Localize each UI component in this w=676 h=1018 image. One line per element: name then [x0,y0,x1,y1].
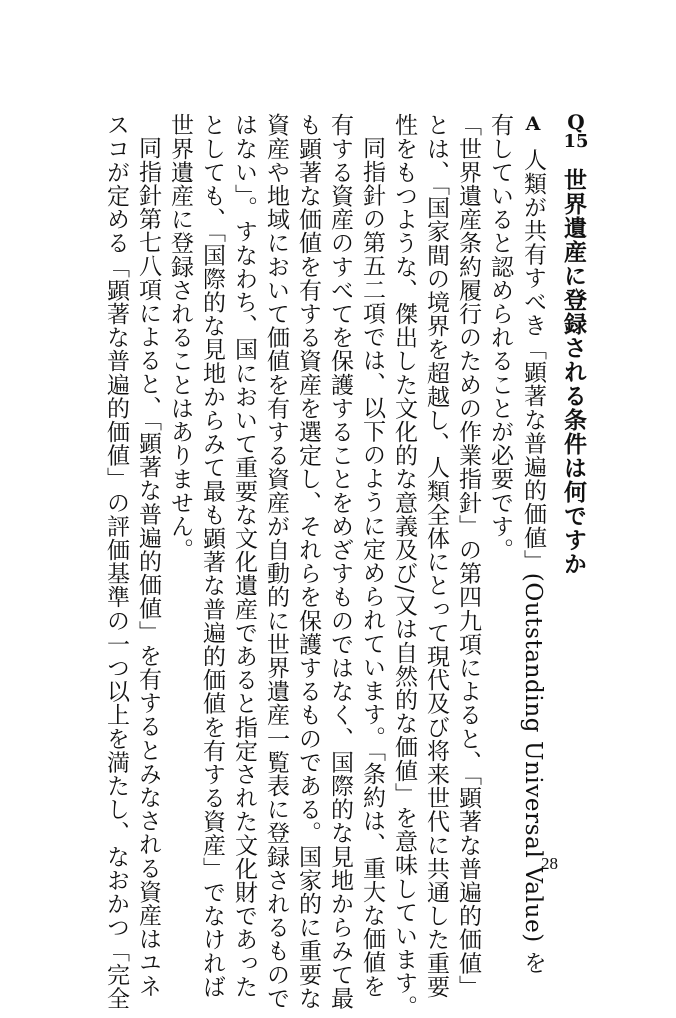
answer-line-10: はない」。すなわち、国において重要な文化遺産であると指定された文化財であった [231,113,257,999]
answer-line-3: 「世界遺産条約履行のための作業指針」の第四九項によると、「顕著な普遍的価値」 [455,113,481,999]
answer-line-7: 有する資産のすべてを保護することをめざすものではなく、国際的な見地からみて最 [327,113,353,1010]
question-marker [556,112,596,152]
question-number: 15 [563,131,589,152]
answer-line-4: とは、「国家間の境界を超越し、人類全体にとって現代及び将来世代に共通した重要 [423,113,449,999]
question-label: Q [567,110,585,134]
answer-line-14: スコが定める「顕著な普遍的価値」の評価基準の一つ以上を満たし、なおかつ「完全 [103,113,129,1010]
answer-line-13: 同指針第七八項によると、「顕著な普遍的価値」を有するとみなされる資産はユネ [135,136,161,998]
answer-line-9: 資産や地域において価値を有する資産が自動的に世界遺産一覧表に登録されるもので [263,113,289,1010]
question-title: 世界遺産に登録される条件は何ですか [560,168,586,576]
answer-marker: A [525,113,541,135]
answer-line-5: 性をもつような、傑出した文化的な意義及び/又は自然的な価値」を意味しています。 [391,113,417,1018]
answer-line-1: 人類が共有すべき「顕著な普遍的価値」(Outstanding Universal Value) を [520,148,546,975]
answer-line-12: 世界遺産に登録されることはありません。 [167,113,193,562]
answer-line-8: も顕著な価値を有する資産を選定し、それらを保護するものである。国家的に重要な [295,113,321,1010]
answer-line-2: 有していると認められることが必要です。 [487,113,513,562]
page-number: 28 [541,854,558,873]
answer-line-6: 同指針の第五二項では、以下のように定められています。「条約は、重大な価値を [359,136,385,998]
answer-line-11: としても、「国際的な見地からみて最も顕著な普遍的価値を有する資産」でなければ [199,113,225,999]
